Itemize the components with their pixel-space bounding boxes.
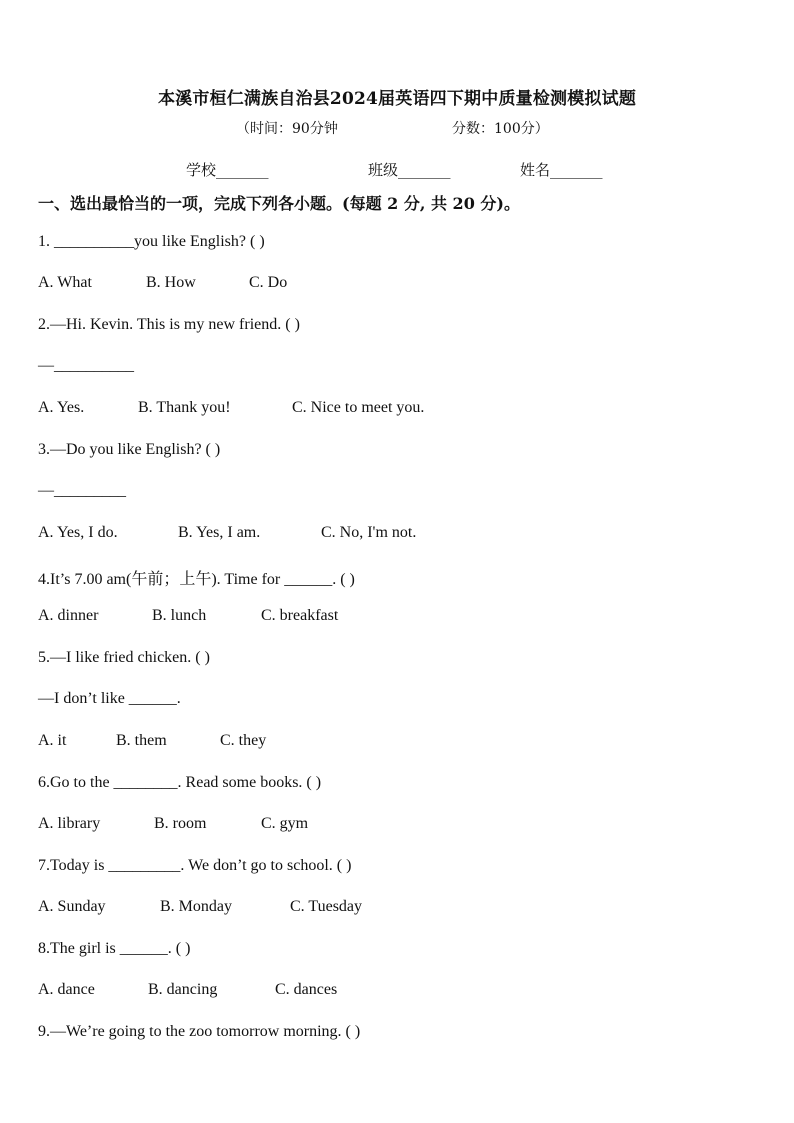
question-8: 8.The girl is ______. ( ) <box>38 940 191 957</box>
option-a: A. library <box>38 815 101 832</box>
question-2-answer-blank: —__________ <box>38 357 134 374</box>
question-4: 4.It’s 7.00 am(午前；上午). Time for ______. ( ) <box>38 571 355 588</box>
question-3-answer-blank: —_________ <box>38 482 126 499</box>
option-a: A. it <box>38 732 67 749</box>
class-field: 班级_______ <box>368 161 451 179</box>
question-1: 1. __________you like English? ( ) <box>38 233 265 250</box>
option-b: B. Thank you! <box>138 399 231 416</box>
question-1-options <box>38 274 287 292</box>
option-b: B. Yes, I am. <box>178 524 261 541</box>
question-2: 2.—Hi. Kevin. This is my new friend. ( ) <box>38 316 300 333</box>
option-a: A. Sunday <box>38 898 106 915</box>
question-6: 6.Go to the ________. Read some books. ( ) <box>38 774 322 791</box>
question-5: 5.—I like fried chicken. ( ) <box>38 649 210 666</box>
question-2-options <box>38 399 424 417</box>
option-c: C. they <box>220 732 267 749</box>
question-9: 9.—We’re going to the zoo tomorrow morning. ( ) <box>38 1023 361 1040</box>
option-a: A. Yes. <box>38 399 85 416</box>
question-8-options <box>38 981 337 999</box>
option-b: B. dancing <box>148 981 218 998</box>
question-7-options <box>38 898 362 916</box>
school-field: 学校_______ <box>186 161 269 179</box>
option-b: B. lunch <box>152 607 207 624</box>
option-c: C. Do <box>249 274 288 291</box>
question-7: 7.Today is _________. We don’t go to school. ( ) <box>38 857 352 874</box>
option-b: B. them <box>116 732 167 749</box>
exam-score: 分数：100分） <box>452 121 549 137</box>
option-b: B. How <box>146 274 196 291</box>
option-c: C. dances <box>275 981 338 998</box>
option-a: A. dance <box>38 981 95 998</box>
exam-time: （时间：90分钟 <box>236 121 338 137</box>
option-a: A. Yes, I do. <box>38 524 118 541</box>
question-5-options <box>38 732 266 750</box>
question-4-options <box>38 607 338 625</box>
section-heading: 一、选出最恰当的一项，完成下列各小题。(每题 2 分, 共 20 分)。 <box>38 194 520 213</box>
question-5-answer-blank: —I don’t like ______. <box>38 690 181 707</box>
option-b: B. Monday <box>160 898 232 915</box>
question-6-options <box>38 815 308 833</box>
option-a: A. What <box>38 274 92 291</box>
option-c: C. No, I'm not. <box>321 524 417 541</box>
name-field: 姓名_______ <box>520 161 603 179</box>
page-title: 本溪市桓仁满族自治县2024届英语四下期中质量检测模拟试题 <box>157 89 637 109</box>
option-a: A. dinner <box>38 607 99 624</box>
question-3-options <box>38 524 416 542</box>
option-c: C. Nice to meet you. <box>292 399 425 416</box>
option-c: C. gym <box>261 815 309 832</box>
option-b: B. room <box>154 815 207 832</box>
option-c: C. Tuesday <box>290 898 363 915</box>
question-3: 3.—Do you like English? ( ) <box>38 441 221 458</box>
option-c: C. breakfast <box>261 607 339 624</box>
